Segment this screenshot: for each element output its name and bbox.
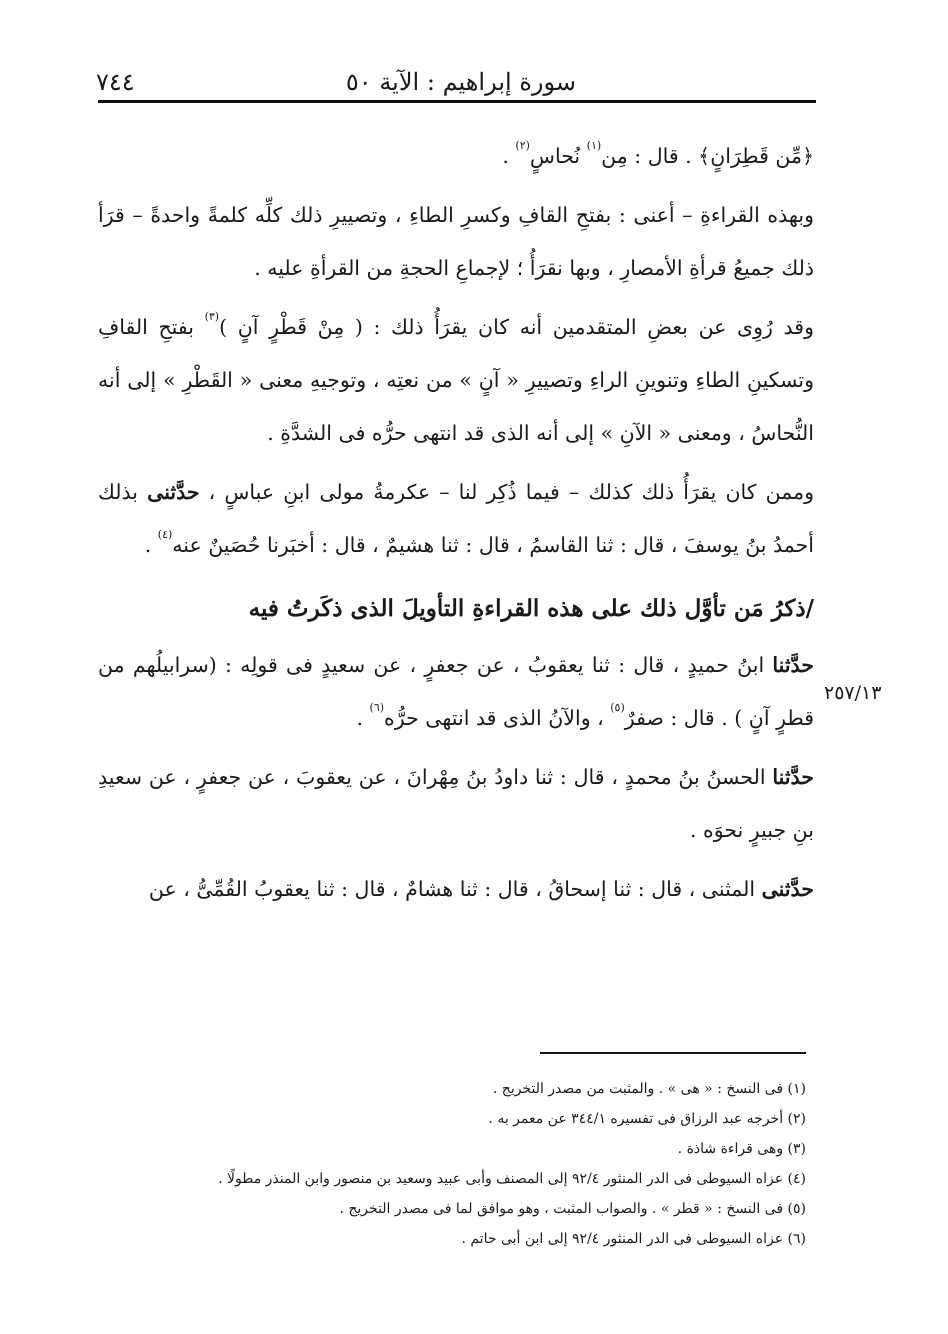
footnote-marker-5: (٥): [610, 701, 625, 714]
footnote-marker-2: (٢): [515, 139, 530, 152]
margin-reference: ٢٥٧/١٣: [824, 682, 882, 704]
footnote-marker-4: (٤): [157, 528, 173, 541]
page-header: [96, 58, 816, 96]
paragraph-6: حدَّثنا الحسنُ بنُ محمدٍ ، قال : ثنا داودُ بنُ مِهْرانَ ، عن يعقوبَ ، عن جعفرٍ ، عن سعيدِ بنِ جبيرٍ نحوَه .: [98, 765, 814, 842]
footnote-marker-6: (٦): [369, 701, 385, 714]
paragraph-1: ﴿مِّن قَطِرَانٍ﴾ . قال : مِن$^{(١)}$ نُحاسٍ$^{(٢)}$ .: [502, 139, 814, 168]
paragraph-7: حدَّثنى المثنى ، قال : ثنا إسحاقُ ، قال : ثنا هشامٌ ، قال : ثنا يعقوبُ القُمِّىُّ ، عن: [148, 877, 814, 901]
footnote-marker-1: (١): [586, 139, 602, 152]
footnote-3: (٣) وهى قراءة شاذة .: [677, 1141, 806, 1157]
footnote-marker-3: (٣): [204, 310, 220, 323]
running-title: سورة إبراهيم : الآية ٥٠: [345, 68, 576, 96]
paragraph-3: وقد رُوِى عن بعضِ المتقدمين أنه كان يقرَأُ ذلك : ( مِنْ قَطْرٍ آنٍ )$^{(٣)}$ بفتحِ القافِ وتسكينِ الطاءِ وتنوينِ الراءِ وتصييرِ « آنٍ » من نعتِه ، وتوجيهِ معنى « القَطْرِ » إلى أنه النُّحاسُ ، ومعنى « الآنِ » إلى أنه الذى قد انتهى حرُّه فى الشدَّةِ .: [98, 310, 814, 445]
paragraph-5: حدَّثنا ابنُ حميدٍ ، قال : ثنا يعقوبُ ، عن جعفرٍ ، عن سعيدٍ فى قولِه : (سرابيلُهم من قطرٍ آنٍ ) . قال : صفرٌ$^{(٥)}$ ، والآنُ الذى قد انتهى حرُّه$^{(٦)}$ .: [98, 653, 814, 730]
footnote-5: (٥) فى النسخ : « قطر » . والصواب المثبت ، وهو موافق لما فى مصدر التخريج .: [339, 1201, 806, 1217]
paragraph-4: وممن كان يقرَأُ ذلك كذلك – فيما ذُكِر لنا – عكرمةُ مولى ابنِ عباسٍ ، حدَّثنى بذلك أحمدُ بنُ يوسفَ ، قال : ثنا القاسمُ ، قال : ثنا هشيمٌ ، قال : أخبَرنا حُصَينٌ عنه$^{(٤)}$ .: [98, 480, 814, 557]
footnote-2: (٢) أخرجه عبد الرزاق فى تفسيره ٣٤٤/١ عن معمر به .: [488, 1111, 806, 1127]
paragraph-2: وبهذه القراءةِ – أعنى : بفتحِ القافِ وكسرِ الطاءِ ، وتصييرِ ذلك كلِّه كلمةً واحدةً – قرَأ ذلك جميعُ قرأةِ الأمصارِ ، وبها نقرَأُ ؛ لإجماعِ الحجةِ من القرأةِ عليه .: [98, 203, 814, 280]
main-text: [98, 130, 814, 922]
section-heading: /ذكرُ مَن تأوَّل ذلك على هذه القراءةِ التأويلَ الذى ذكَرتُ فيه: [248, 595, 814, 622]
footnote-4: (٤) عزاه السيوطى فى الدر المنثور ٩٢/٤ إلى المصنف وأبى عبيد وسعيد بن منصور وابن المنذر مطولًا .: [218, 1171, 806, 1187]
footnote-6: (٦) عزاه السيوطى فى الدر المنثور ٩٢/٤ إلى ابن أبى حاتم .: [461, 1231, 806, 1247]
header-rule: [98, 100, 816, 103]
footnotes: [98, 1074, 806, 1254]
page-number: ٧٤٤: [96, 68, 135, 96]
footnote-1: (١) فى النسخ : « هى » . والمثبت من مصدر التخريج .: [492, 1081, 806, 1097]
footnote-separator: [540, 1052, 806, 1054]
